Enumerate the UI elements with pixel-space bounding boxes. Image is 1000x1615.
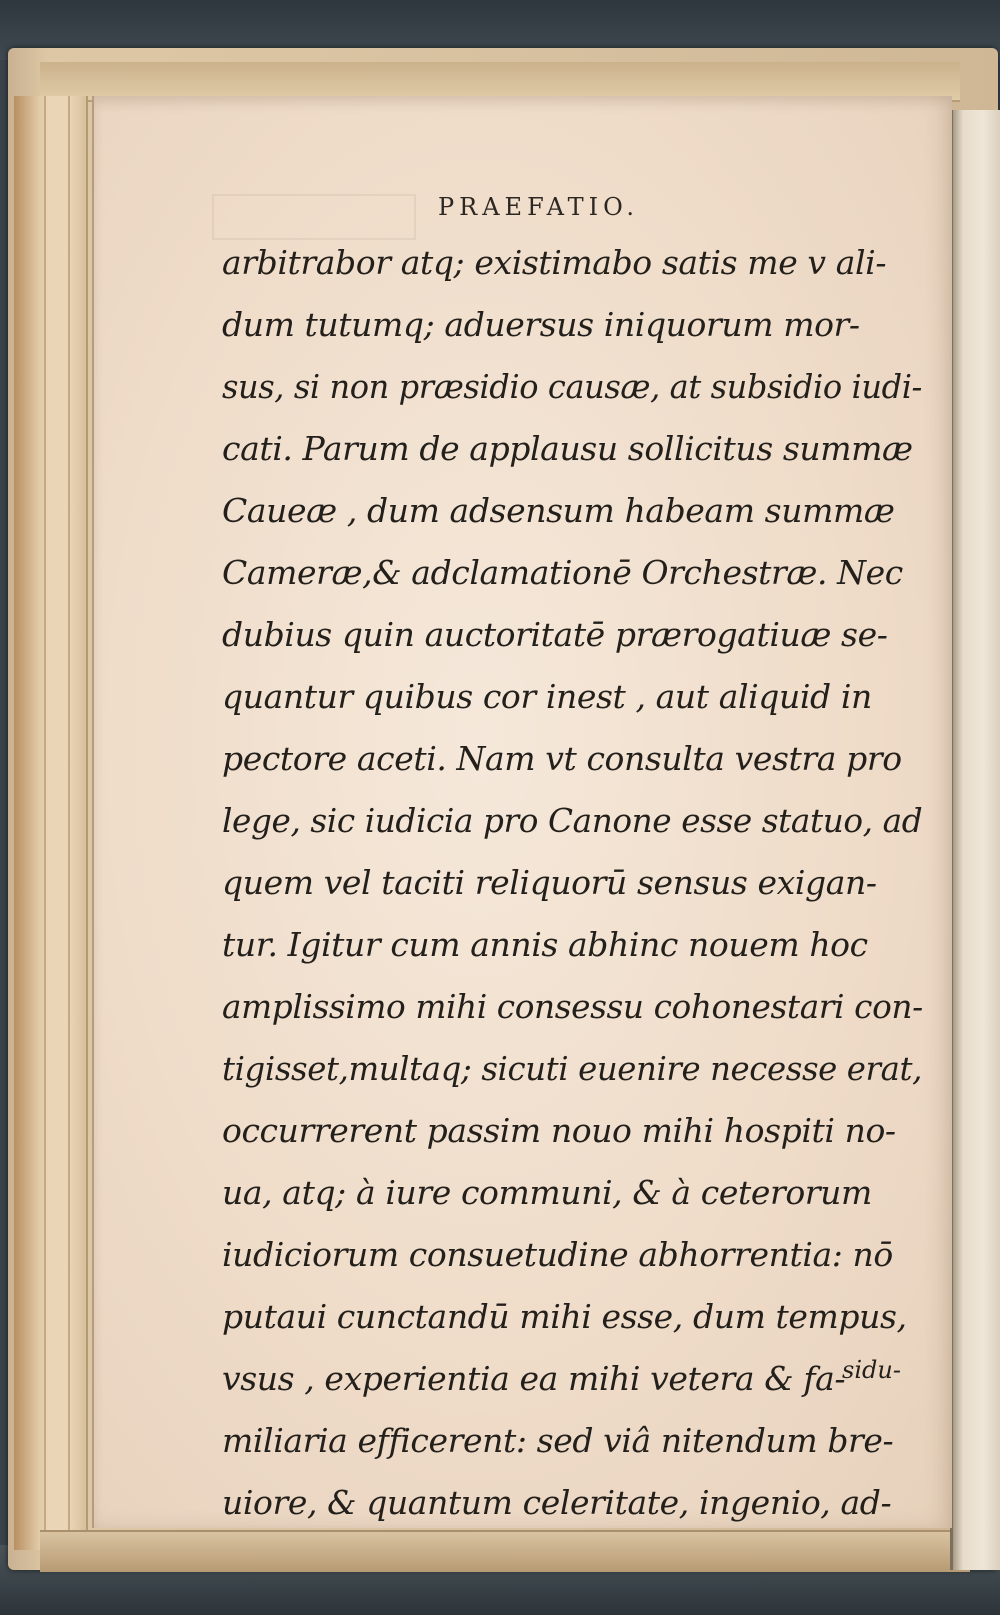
book-spine-fold	[44, 96, 70, 1546]
book-bottom-edge	[40, 1530, 970, 1572]
text-line: tur. Igitur cum annis abhinc nouem hoc	[222, 925, 868, 964]
text-line: amplissimo mihi consessu cohonestari con-	[222, 987, 923, 1026]
text-line: dum tutumq; aduersus iniquorum mor-	[222, 305, 860, 344]
text-line: vsus , experientia ea mihi vetera & fa-	[222, 1359, 846, 1398]
running-head: PRAEFATIO.	[438, 193, 640, 221]
text-line: arbitrabor atq; existimabo satis me v ali-	[222, 243, 887, 282]
text-line: tigisset,multaq; sicuti euenire necesse erat,	[222, 1049, 922, 1088]
text-line: lege, sic iudicia pro Canone esse statuo, ad	[222, 801, 923, 840]
text-line: putaui cunctandū mihi esse, dum tempus,	[222, 1297, 907, 1336]
text-line: quem vel taciti reliquorū sensus exigan-	[222, 863, 877, 902]
text-line: pectore aceti. Nam vt consulta vestra pro	[222, 739, 902, 778]
text-line: cati. Parum de applausu sollicitus summæ	[222, 429, 913, 468]
text-line: iudiciorum consuetudine abhorrentia: nō	[222, 1235, 893, 1274]
text-line: Cameræ,& adclamationē Orchestræ. Nec	[222, 553, 903, 592]
text-line: sus, si non præsidio causæ, at subsidio iudi-	[222, 367, 922, 406]
text-line: ua, atq; à iure communi, & à ceterorum	[222, 1173, 872, 1212]
page-text-block	[222, 232, 942, 1534]
text-line: quantur quibus cor inest , aut aliquid in	[222, 677, 872, 716]
text-line: uiore, & quantum celeritate, ingenio, ad-	[222, 1483, 892, 1522]
text-line: dubius quin auctoritatē prærogatiuæ se-	[222, 615, 888, 654]
text-line: occurrerent passim nouo mihi hospiti no-	[222, 1111, 896, 1150]
facing-page-edge	[950, 110, 1000, 1570]
catchword: sidu-	[842, 1356, 901, 1384]
text-line: Caueæ , dum adsensum habeam summæ	[222, 491, 895, 530]
text-line: miliaria efficerent: sed viâ nitendum bre-	[222, 1421, 894, 1460]
